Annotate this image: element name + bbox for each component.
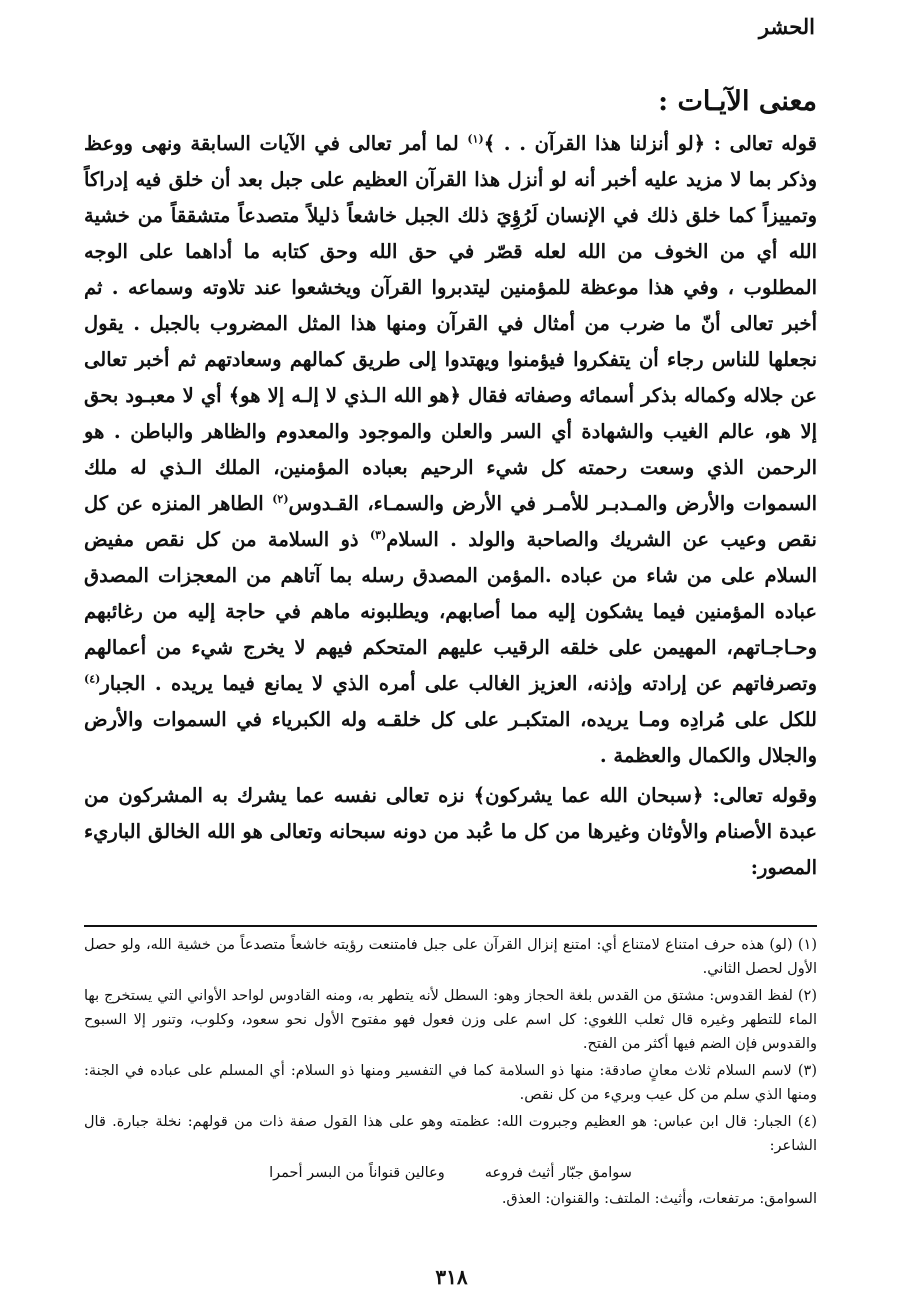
footnote-ref-2: (٢) [272,492,289,506]
footnote-ref-1: (١) [467,132,484,146]
footnote-divider [84,925,817,927]
footnote-2: (٢) لفظ القدوس: مشتق من القدس بلغة الحجاز وهو: السطل لأنه يتطهر به، ومنه القادوس لواحد الأواني التي يستخرج بها الماء للتطهر وغيره قال ثعلب اللغوي: كل اسم على وزن فعول فهو مفتوح الأول نحو سعود، وكلوب، وتنور إلا السبوح والقدوس فإن الضم فيها أكثر من الفتح. [84,988,817,1052]
text-segment: لما أمر تعالى في الآيات السابقة ونهى ووعظ وذكر بما لا مزيد عليه أخبر أنه لو أنزل هذا القرآن العظيم على جبل بعد أن خلق فيه إدراكاً وتمييزاً كما خلق ذلك في الإنسان لَرُؤِيَ ذلك الجبل خاشعاً ذليلاً متصدعاً متشققاً من خشية الله أي من الخوف من الله لعله قصّر في حق الله وحق كتابه ما أداهما على الوجه المطلوب ، وفي هذا موعظة للمؤمنين ليتدبروا القرآن ويخشعوا عند تلاوته وسماعه . ثم أخبر تعالى أنّ ما ضرب من أمثال في القرآن ومنها هذا المثل المضروب بالجبل . يقول نجعلها للناس رجاء أن يتفكروا فيؤمنوا ويهتدوا إلى طريق كمالهم وسعادتهم ثم أخبر تعالى عن جلاله وكماله بذكر أسمائه وصفاته فقال ﴿هو الله الـذي لا إلـه إلا هو﴾ أي لا معبـود بحق إلا هو، عالم الغيب والشهادة أي السر والعلن والموجود والمعدوم والظاهر والباطن . هو الرحمن الذي وسعت رحمته كل شيء الرحيم بعباده المؤمنين، الملك الـذي له ملك السموات والأرض والمـدبـر للأمـر في الأرض والسمـاء، القـدوس [84,132,817,515]
section-title: معنى الآيـات : [658,86,817,117]
text-segment: للكل على مُرادِه ومـا يريده، المتكبـر على كل خلقـه وله الكبرياء في السموات والأرض والجلال والكمال والعظمة . [84,708,817,767]
footnote-ref-3: (٣) [369,528,387,542]
footnote-3: (٣) لاسم السلام ثلاث معانٍ صادقة: منها ذو السلامة كما في التفسير ومنها ذو السلام: أي المسلم على عباده في الجنة: ومنها الذي سلم من كل عيب وبريء من كل نقص. [84,1063,817,1103]
verse-first-hemistich: سوامق جبّار أثيث فروعه [484,1165,632,1181]
text-segment: قوله تعالى : ﴿لو أنزلنا هذا القرآن . . ﴾ [483,132,817,155]
paragraph-verse-meaning [84,126,817,774]
main-text [84,126,817,886]
text-segment: ذو السلامة من كل نقص مفيض السلام على من شاء من عباده .المؤمن المصدق رسله بما آتاهم من المعجزات المصدق عباده المؤمنين فيما يشكون إليه مما أصابهم، ويطلبونه ماهم في حاجة إليه من رغائبهم وحـاجـاتهم، المهيمن على خلقه الرقيب عليهم المتحكم فيهم لا يخرج شيء من أعمالهم وتصرفاتهم عن إرادته وإذنه، العزيز الغالب على أمره الذي لا يمانع فيما يريده . الجبار [84,528,817,695]
running-head: الحشر [758,14,815,39]
page-number: ٣١٨ [435,1265,468,1289]
footnote-gloss: السوامق: مرتفعات، وأثيث: الملتف: والقنوان: العذق. [501,1191,817,1207]
footnote-1: (١) (لو) هذه حرف امتناع لامتناع أي: امتنع إنزال القرآن على جبل فامتنعت رؤيته خاشعاً متصدعاً من خشية الله، ولو حصل الأول لحصل الثاني. [84,937,817,977]
footnote-ref-4: (٤) [84,672,101,686]
text-segment: الطاهر المنزه عن كل نقص وعيب عن الشريك والصاحبة والولد . السلام [84,492,817,551]
verse-second-hemistich: وعالين قنواناً من البسر أحمرا [269,1165,445,1181]
poetry-verse [84,1161,817,1185]
footnotes [84,933,817,1214]
paragraph-subhan: وقوله تعالى: ﴿سبحان الله عما يشركون﴾ نزه تعالى نفسه عما يشرك به المشركون من عبدة الأصنام والأوثان وغيرها من كل ما عُبد من دونه سبحانه وتعالى هو الله الخالق الباريء المصور: [84,784,817,879]
footnote-4: (٤) الجبار: قال ابن عباس: هو العظيم وجبروت الله: عظمته وهو على هذا القول صفة ذات من قولهم: نخلة جبارة. قال الشاعر: [84,1114,817,1154]
